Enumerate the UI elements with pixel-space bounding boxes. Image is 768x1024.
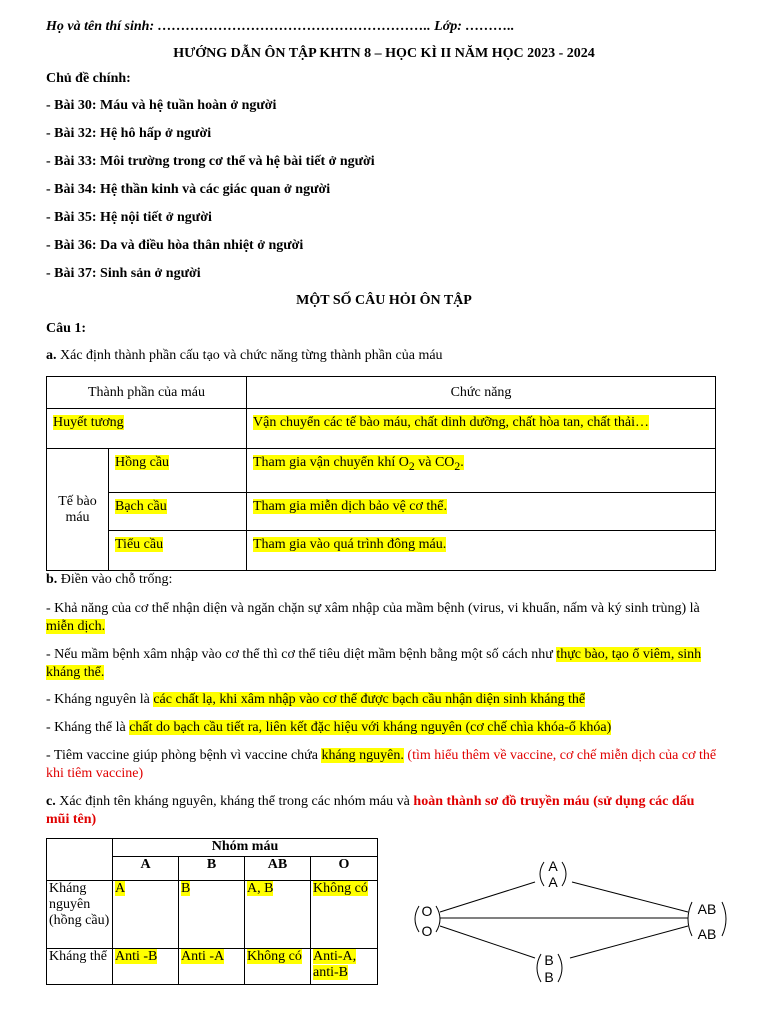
extra-note: (tìm hiểu thêm về vaccine, cơ chế miễn dịch của cơ thể khi tiêm vaccine) bbox=[46, 748, 717, 781]
fill-blank-line bbox=[46, 747, 718, 783]
sentence-text: - Kháng nguyên là bbox=[46, 692, 154, 707]
class-label: Lớp: bbox=[434, 19, 462, 34]
node-bracket bbox=[688, 902, 692, 936]
column-header: Thành phần của máu bbox=[47, 377, 247, 409]
fill-blank-line bbox=[46, 600, 718, 636]
connector-o-a bbox=[440, 882, 535, 912]
cell-value: Anti -A bbox=[181, 949, 225, 964]
component-name: Tiểu cầu bbox=[115, 537, 164, 552]
table-cell bbox=[245, 881, 311, 949]
node-b-top: B bbox=[544, 952, 554, 968]
table-cell bbox=[245, 949, 311, 985]
answer-highlight: chất do bạch cầu tiết ra, liên kết đặc hiệu với kháng nguyên (cơ chế chìa khóa-ổ khóa) bbox=[129, 720, 612, 735]
component-cell bbox=[109, 493, 247, 531]
table-row bbox=[47, 531, 716, 571]
table-cell bbox=[113, 949, 179, 985]
part-c-text: Xác định tên kháng nguyên, kháng thể trong các nhóm máu và bbox=[55, 794, 414, 809]
topic-item: - Bài 32: Hệ hô hấp ở người bbox=[46, 126, 212, 141]
table-cell bbox=[311, 949, 378, 985]
empty-corner-cell bbox=[47, 839, 113, 881]
sentence-text: - Kháng thể là bbox=[46, 720, 130, 735]
component-name: Hồng cầu bbox=[115, 455, 170, 470]
part-a-label: a. bbox=[46, 348, 57, 363]
column-header: AB bbox=[245, 857, 311, 881]
function-text: Tham gia vào quá trình đông máu. bbox=[253, 537, 447, 552]
table-row bbox=[47, 493, 716, 531]
function-cell bbox=[247, 449, 716, 493]
column-header: B bbox=[179, 857, 245, 881]
connector-o-b bbox=[440, 926, 535, 958]
part-c-label: c. bbox=[46, 794, 56, 809]
node-bracket bbox=[436, 906, 440, 932]
function-cell bbox=[247, 409, 716, 449]
column-header: Chức năng bbox=[247, 377, 716, 409]
cell-value: A, B bbox=[247, 881, 274, 896]
part-b-label: b. bbox=[46, 572, 58, 587]
function-text: Tham gia miễn dịch bảo vệ cơ thể. bbox=[253, 499, 448, 514]
questions-heading: MỘT SỐ CÂU HỎI ÔN TẬP bbox=[296, 293, 472, 308]
answer-highlight: thực bào, tạo ổ viêm, sinh kháng thể. bbox=[46, 647, 702, 680]
column-header: A bbox=[113, 857, 179, 881]
fill-blank-line bbox=[46, 646, 718, 682]
component-name: Huyết tương bbox=[53, 415, 124, 430]
cell-value: B bbox=[181, 881, 191, 896]
name-label: Họ và tên thí sinh: bbox=[46, 19, 155, 34]
subscript: 2 bbox=[408, 459, 415, 473]
node-bracket bbox=[722, 902, 726, 936]
topic-item: - Bài 34: Hệ thần kinh và các giác quan ở người bbox=[46, 182, 331, 197]
function-text: Vận chuyển các tế bào máu, chất dinh dưỡng, chất hòa tan, chất thải… bbox=[253, 415, 649, 430]
node-bracket bbox=[558, 954, 562, 982]
part-b-text: Điền vào chỗ trống: bbox=[57, 572, 173, 587]
group-header: Nhóm máu bbox=[113, 839, 378, 857]
cell-value: Anti-A, anti-B bbox=[313, 949, 357, 980]
table-row bbox=[47, 409, 716, 449]
sentence-text: - Khả năng của cơ thể nhận diện và ngăn chặn sự xâm nhập của mầm bệnh (virus, vi khuẩn, nấm và ký sinh trùng) là bbox=[46, 601, 700, 616]
topic-item: - Bài 33: Môi trường trong cơ thể và hệ bài tiết ở người bbox=[46, 154, 375, 169]
subscript: 2 bbox=[454, 459, 461, 473]
node-bracket bbox=[415, 906, 419, 932]
sentence-text: - Nếu mầm bệnh xâm nhập vào cơ thể thì cơ thể tiêu diệt mầm bệnh bằng một số cách như bbox=[46, 647, 557, 662]
node-o-bottom: O bbox=[421, 923, 433, 939]
column-header: O bbox=[311, 857, 378, 881]
name-blank: ………………………………………………….. bbox=[157, 19, 435, 34]
component-cell bbox=[47, 409, 247, 449]
topics-heading: Chủ đề chính: bbox=[46, 71, 131, 86]
function-cell bbox=[247, 531, 716, 571]
part-a-text: Xác định thành phần cấu tạo và chức năng từng thành phần của máu bbox=[56, 348, 443, 363]
topic-item: - Bài 30: Máu và hệ tuần hoàn ở người bbox=[46, 98, 277, 113]
cell-value: Không có bbox=[247, 949, 302, 964]
node-ab-top: AB bbox=[697, 901, 717, 917]
part-c-prompt bbox=[46, 793, 718, 829]
cell-value: A bbox=[115, 881, 126, 896]
node-bracket bbox=[540, 862, 544, 886]
answer-highlight: kháng nguyên. bbox=[321, 748, 404, 763]
blood-components-table bbox=[46, 376, 716, 571]
row-label: Kháng thể bbox=[47, 949, 113, 985]
component-cell bbox=[109, 531, 247, 571]
node-a-bottom: A bbox=[548, 874, 558, 890]
sentence-text: - Tiêm vaccine giúp phòng bệnh vì vaccine chứa bbox=[46, 748, 322, 763]
function-text-part: Tham gia vận chuyển khí O bbox=[253, 455, 409, 470]
row-label: Kháng nguyên (hồng cầu) bbox=[47, 881, 113, 949]
table-row bbox=[47, 449, 716, 493]
cells-group-cell: Tế bào máu bbox=[47, 449, 109, 571]
fill-blank-line bbox=[46, 719, 718, 737]
function-text-part: và CO bbox=[414, 455, 455, 470]
class-blank: ……….. bbox=[461, 19, 515, 34]
node-bracket bbox=[562, 862, 566, 886]
table-cell bbox=[311, 881, 378, 949]
table-header-row bbox=[47, 377, 716, 409]
component-name: Bạch cầu bbox=[115, 499, 167, 514]
transfusion-diagram bbox=[400, 850, 740, 990]
topic-item: - Bài 37: Sinh sản ở người bbox=[46, 266, 201, 281]
node-o-top: O bbox=[421, 903, 433, 919]
part-a-prompt bbox=[46, 348, 443, 364]
student-info-line bbox=[46, 19, 514, 35]
node-a-top: A bbox=[548, 858, 558, 874]
node-ab-bottom: AB bbox=[697, 926, 717, 942]
function-cell bbox=[247, 493, 716, 531]
table-cell bbox=[179, 881, 245, 949]
document-title: HƯỚNG DẪN ÔN TẬP KHTN 8 – HỌC KÌ II NĂM HỌC 2023 - 2024 bbox=[173, 46, 595, 61]
table-cell bbox=[179, 949, 245, 985]
table-cell bbox=[113, 881, 179, 949]
answer-highlight: các chất lạ, khi xâm nhập vào cơ thể được bạch cầu nhận diện sinh kháng thể bbox=[153, 692, 586, 707]
table-row bbox=[47, 949, 378, 985]
part-c-instruction: hoàn thành sơ đồ truyền máu (sử dụng các dấu mũi tên) bbox=[46, 794, 695, 827]
node-b-bottom: B bbox=[544, 969, 554, 985]
topic-item: - Bài 35: Hệ nội tiết ở người bbox=[46, 210, 212, 225]
component-cell bbox=[109, 449, 247, 493]
cell-value: Anti -B bbox=[115, 949, 158, 964]
function-text bbox=[253, 455, 464, 473]
answer-highlight: miễn dịch. bbox=[46, 619, 106, 634]
node-bracket bbox=[537, 954, 541, 982]
table-header-row bbox=[47, 839, 378, 857]
fill-blank-line bbox=[46, 691, 718, 709]
topic-item: - Bài 36: Da và điều hòa thân nhiệt ở người bbox=[46, 238, 304, 253]
cell-value: Không có bbox=[313, 881, 368, 896]
part-b-prompt bbox=[46, 572, 172, 588]
table-row bbox=[47, 881, 378, 949]
connector-a-ab bbox=[572, 882, 688, 912]
question-1-label: Câu 1: bbox=[46, 321, 87, 336]
blood-group-table bbox=[46, 838, 378, 985]
function-text-part: . bbox=[460, 455, 464, 470]
connector-b-ab bbox=[570, 926, 688, 958]
